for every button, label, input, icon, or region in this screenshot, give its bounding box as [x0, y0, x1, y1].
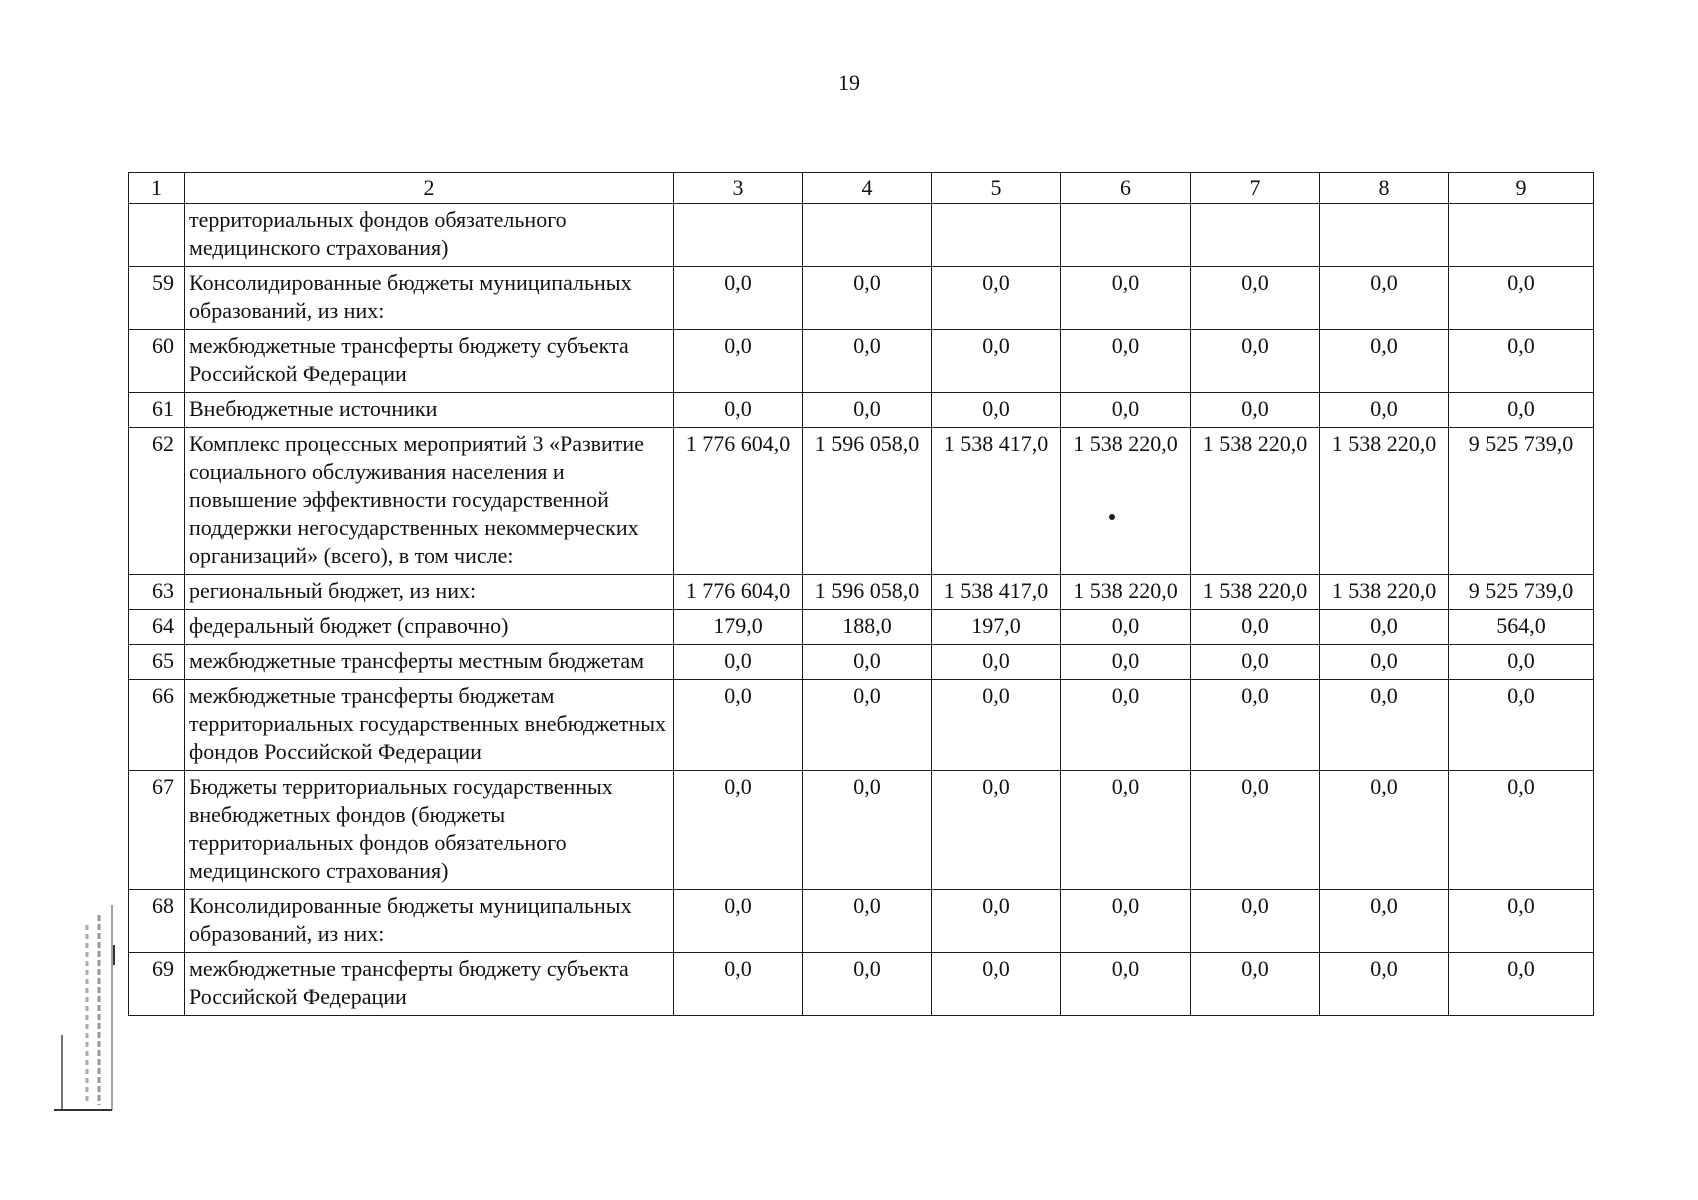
table-row	[129, 575, 1594, 610]
value-cell: 0,0	[1061, 771, 1191, 890]
page-number: 19	[838, 70, 860, 95]
value-cell: 0,0	[932, 393, 1061, 428]
row-number-cell: 60	[129, 330, 185, 393]
value-cell: 0,0	[803, 890, 932, 953]
value-cell: 0,0	[1320, 953, 1449, 1016]
row-number-cell: 61	[129, 393, 185, 428]
value-cell: 0,0	[1449, 645, 1594, 680]
value-cell	[674, 204, 803, 267]
value-cell	[932, 204, 1061, 267]
value-cell: 0,0	[1061, 610, 1191, 645]
value-cell: 0,0	[1061, 890, 1191, 953]
value-cell: 0,0	[1320, 393, 1449, 428]
value-cell: 0,0	[674, 393, 803, 428]
value-cell: 1 538 220,0	[1191, 428, 1320, 575]
value-cell: 0,0	[1061, 680, 1191, 771]
value-cell: 564,0	[1449, 610, 1594, 645]
value-cell: 0,0	[1061, 267, 1191, 330]
table-row	[129, 890, 1594, 953]
value-cell	[1061, 204, 1191, 267]
value-cell: 0,0	[1449, 953, 1594, 1016]
row-number-cell: 67	[129, 771, 185, 890]
row-number-cell: 69	[129, 953, 185, 1016]
value-cell: 0,0	[803, 393, 932, 428]
value-cell: 0,0	[1191, 267, 1320, 330]
header-cell: 4	[803, 173, 932, 204]
header-row	[129, 173, 1594, 204]
value-cell	[1191, 204, 1320, 267]
value-cell: 0,0	[1191, 771, 1320, 890]
table-body	[129, 173, 1594, 1016]
value-cell: 0,0	[932, 680, 1061, 771]
value-cell: 0,0	[1320, 610, 1449, 645]
scan-dot	[1109, 514, 1115, 520]
value-cell: 0,0	[1061, 645, 1191, 680]
value-cell: 0,0	[803, 771, 932, 890]
row-name-cell: межбюджетные трансферты бюджету субъекта Российской Федерации	[185, 330, 674, 393]
header-cell: 5	[932, 173, 1061, 204]
row-name-cell: Комплекс процессных мероприятий 3 «Развитие социального обслуживания населения и повышение эффективности государственной поддержки негосударственных некоммерческих организаций» (всего), в том числе:	[185, 428, 674, 575]
row-number-cell: 59	[129, 267, 185, 330]
value-cell: 1 538 220,0	[1061, 575, 1191, 610]
value-cell: 197,0	[932, 610, 1061, 645]
value-cell: 9 525 739,0	[1449, 428, 1594, 575]
value-cell: 0,0	[1061, 953, 1191, 1016]
row-number-cell: 62	[129, 428, 185, 575]
value-cell: 1 538 417,0	[932, 428, 1061, 575]
row-name-cell: региональный бюджет, из них:	[185, 575, 674, 610]
row-name-cell: Внебюджетные источники	[185, 393, 674, 428]
value-cell: 0,0	[1191, 610, 1320, 645]
value-cell	[1449, 204, 1594, 267]
value-cell: 0,0	[1061, 330, 1191, 393]
row-number-cell: 64	[129, 610, 185, 645]
row-name-cell: Бюджеты территориальных государственных внебюджетных фондов (бюджеты территориальных фондов обязательного медицинского страхования)	[185, 771, 674, 890]
stamp-lines-graphic	[52, 905, 126, 1115]
value-cell: 9 525 739,0	[1449, 575, 1594, 610]
header-cell: 9	[1449, 173, 1594, 204]
budget-table	[128, 172, 1594, 1016]
value-cell: 0,0	[803, 680, 932, 771]
value-cell: 0,0	[674, 771, 803, 890]
value-cell: 1 538 220,0	[1061, 428, 1191, 575]
value-cell: 0,0	[1191, 645, 1320, 680]
header-cell: 2	[185, 173, 674, 204]
value-cell: 1 538 417,0	[932, 575, 1061, 610]
value-cell: 0,0	[674, 330, 803, 393]
value-cell: 0,0	[1449, 393, 1594, 428]
value-cell	[803, 204, 932, 267]
value-cell: 0,0	[1191, 953, 1320, 1016]
table-row	[129, 610, 1594, 645]
value-cell: 0,0	[1191, 393, 1320, 428]
value-cell: 1 538 220,0	[1191, 575, 1320, 610]
table-row	[129, 267, 1594, 330]
row-name-cell: межбюджетные трансферты местным бюджетам	[185, 645, 674, 680]
value-cell: 188,0	[803, 610, 932, 645]
value-cell: 0,0	[674, 890, 803, 953]
value-cell: 0,0	[932, 771, 1061, 890]
value-cell: 0,0	[1061, 393, 1191, 428]
header-cell: 3	[674, 173, 803, 204]
value-cell: 1 538 220,0	[1320, 575, 1449, 610]
value-cell: 0,0	[1320, 267, 1449, 330]
row-name-cell: межбюджетные трансферты бюджетам территориальных государственных внебюджетных фондов Российской Федерации	[185, 680, 674, 771]
row-name-cell: межбюджетные трансферты бюджету субъекта Российской Федерации	[185, 953, 674, 1016]
value-cell: 0,0	[674, 953, 803, 1016]
value-cell: 0,0	[1320, 680, 1449, 771]
value-cell: 0,0	[1449, 771, 1594, 890]
value-cell: 0,0	[1320, 645, 1449, 680]
row-number-cell: 65	[129, 645, 185, 680]
row-number-cell: 68	[129, 890, 185, 953]
side-stamp	[52, 905, 126, 1115]
row-number-cell	[129, 204, 185, 267]
value-cell: 0,0	[932, 890, 1061, 953]
value-cell: 0,0	[1449, 330, 1594, 393]
value-cell: 0,0	[1449, 680, 1594, 771]
header-cell: 6	[1061, 173, 1191, 204]
value-cell: 0,0	[1191, 890, 1320, 953]
value-cell: 0,0	[932, 953, 1061, 1016]
value-cell: 0,0	[803, 330, 932, 393]
value-cell: 0,0	[1320, 771, 1449, 890]
row-name-cell: территориальных фондов обязательного медицинского страхования)	[185, 204, 674, 267]
table-row	[129, 330, 1594, 393]
value-cell	[1320, 204, 1449, 267]
row-name-cell: Консолидированные бюджеты муниципальных образований, из них:	[185, 267, 674, 330]
value-cell: 1 776 604,0	[674, 575, 803, 610]
value-cell: 0,0	[1320, 890, 1449, 953]
table-row	[129, 204, 1594, 267]
value-cell: 0,0	[1191, 330, 1320, 393]
table-row	[129, 680, 1594, 771]
value-cell: 0,0	[803, 953, 932, 1016]
value-cell: 179,0	[674, 610, 803, 645]
row-number-cell: 63	[129, 575, 185, 610]
value-cell: 0,0	[932, 330, 1061, 393]
value-cell: 0,0	[932, 645, 1061, 680]
table-row	[129, 953, 1594, 1016]
table-row	[129, 428, 1594, 575]
header-cell: 8	[1320, 173, 1449, 204]
value-cell: 0,0	[674, 680, 803, 771]
value-cell: 1 538 220,0	[1320, 428, 1449, 575]
value-cell: 0,0	[1449, 267, 1594, 330]
row-number-cell: 66	[129, 680, 185, 771]
header-cell: 1	[129, 173, 185, 204]
value-cell: 1 596 058,0	[803, 428, 932, 575]
header-cell: 7	[1191, 173, 1320, 204]
value-cell: 0,0	[674, 645, 803, 680]
value-cell: 0,0	[1320, 330, 1449, 393]
table-row	[129, 771, 1594, 890]
row-name-cell: Консолидированные бюджеты муниципальных образований, из них:	[185, 890, 674, 953]
value-cell: 0,0	[932, 267, 1061, 330]
value-cell: 0,0	[1449, 890, 1594, 953]
table-row	[129, 645, 1594, 680]
value-cell: 0,0	[803, 645, 932, 680]
value-cell: 1 596 058,0	[803, 575, 932, 610]
value-cell: 1 776 604,0	[674, 428, 803, 575]
row-name-cell: федеральный бюджет (справочно)	[185, 610, 674, 645]
value-cell: 0,0	[1191, 680, 1320, 771]
value-cell: 0,0	[803, 267, 932, 330]
table-row	[129, 393, 1594, 428]
value-cell: 0,0	[674, 267, 803, 330]
